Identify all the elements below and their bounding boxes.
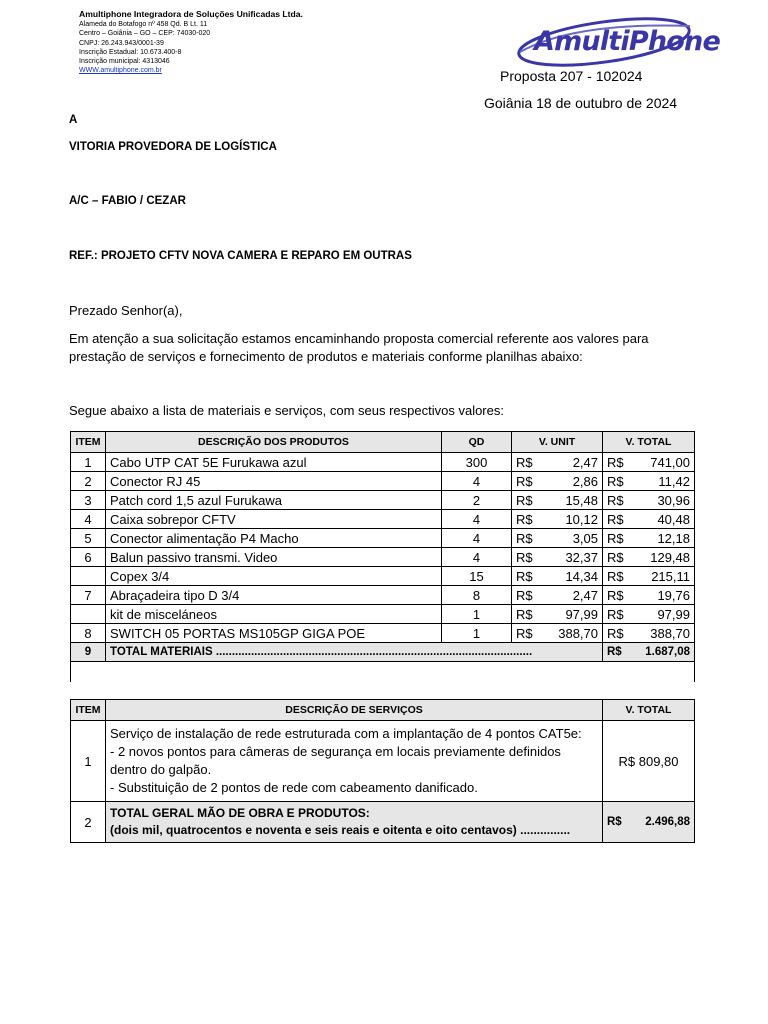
services-header-row bbox=[71, 700, 695, 721]
line-total bbox=[603, 453, 695, 472]
item-number: 8 bbox=[71, 624, 106, 643]
unit-price bbox=[512, 567, 603, 586]
grand-total-description bbox=[106, 802, 603, 843]
currency-symbol: R$ bbox=[516, 606, 533, 622]
product-row bbox=[71, 586, 695, 605]
item-number: 9 bbox=[71, 643, 106, 662]
amount: 97,99 bbox=[657, 606, 690, 622]
column-header: DESCRIÇÃO DOS PRODUTOS bbox=[106, 432, 442, 453]
item-number: 4 bbox=[71, 510, 106, 529]
item-number: 7 bbox=[71, 586, 106, 605]
greeting: Prezado Senhor(a), bbox=[69, 303, 183, 318]
company-state-registration: Inscrição Estadual: 10.673.400-8 bbox=[79, 48, 182, 56]
currency-symbol: R$ bbox=[516, 549, 533, 565]
currency-symbol: R$ bbox=[607, 473, 624, 489]
quantity: 4 bbox=[442, 472, 512, 491]
currency-symbol: R$ bbox=[516, 454, 533, 470]
currency-symbol: R$ bbox=[516, 492, 533, 508]
line-total bbox=[603, 586, 695, 605]
product-description: kit de misceláneos bbox=[106, 605, 442, 624]
amount: 97,99 bbox=[565, 606, 598, 622]
column-header: DESCRIÇÃO DE SERVIÇOS bbox=[106, 700, 603, 721]
item-number bbox=[71, 567, 106, 586]
company-name: Amultiphone Integradora de Soluções Unificadas Ltda. bbox=[79, 9, 303, 19]
currency-symbol: R$ bbox=[607, 511, 624, 527]
product-description: Patch cord 1,5 azul Furukawa bbox=[106, 491, 442, 510]
product-description: SWITCH 05 PORTAS MS105GP GIGA POE bbox=[106, 624, 442, 643]
column-header: V. TOTAL bbox=[603, 700, 695, 721]
currency-symbol: R$ bbox=[516, 530, 533, 546]
amount: 14,34 bbox=[565, 568, 598, 584]
list-intro: Segue abaixo a lista de materiais e serviços, com seus respectivos valores: bbox=[69, 403, 504, 418]
currency-symbol: R$ bbox=[607, 606, 624, 622]
product-description: Conector alimentação P4 Macho bbox=[106, 529, 442, 548]
product-row bbox=[71, 472, 695, 491]
line-total bbox=[603, 548, 695, 567]
line-total bbox=[603, 529, 695, 548]
amultiphone-logo bbox=[514, 14, 720, 68]
quantity: 4 bbox=[442, 510, 512, 529]
product-row bbox=[71, 491, 695, 510]
product-description: Abraçadeira tipo D 3/4 bbox=[106, 586, 442, 605]
service-row bbox=[71, 721, 695, 802]
amount: 3,05 bbox=[572, 530, 598, 546]
column-header: QD bbox=[442, 432, 512, 453]
currency-symbol: R$ bbox=[516, 568, 533, 584]
attention-line: A/C – FABIO / CEZAR bbox=[69, 195, 186, 207]
intro-paragraph: Em atenção a sua solicitação estamos encaminhando proposta comercial referente aos valores para prestação de serviços e fornecimento de produtos e materiais conforme planilhas abaixo: bbox=[69, 331, 649, 364]
place-and-date: Goiânia 18 de outubro de 2024 bbox=[484, 95, 678, 111]
currency-symbol: R$ bbox=[516, 473, 533, 489]
quantity: 1 bbox=[442, 624, 512, 643]
amount: 15,48 bbox=[565, 492, 598, 508]
quantity: 1 bbox=[442, 605, 512, 624]
quantity: 300 bbox=[442, 453, 512, 472]
service-description bbox=[106, 721, 603, 802]
total-materials-row bbox=[71, 643, 695, 662]
unit-price bbox=[512, 624, 603, 643]
service-line: Serviço de instalação de rede estruturada com a implantação de 4 pontos CAT5e: bbox=[110, 726, 582, 741]
amount: 129,48 bbox=[650, 549, 690, 565]
currency-symbol: R$ bbox=[607, 549, 624, 565]
total-materials-value bbox=[603, 643, 695, 662]
company-info bbox=[79, 9, 303, 76]
item-number: 6 bbox=[71, 548, 106, 567]
service-line: - Substituição de 2 pontos de rede com cabeamento danificado. bbox=[110, 780, 478, 795]
column-header: ITEM bbox=[71, 432, 106, 453]
grand-total-row bbox=[71, 802, 695, 843]
amount: 10,12 bbox=[565, 511, 598, 527]
item-number: 2 bbox=[71, 802, 106, 843]
product-row bbox=[71, 624, 695, 643]
grand-total-in-words: (dois mil, quatrocentos e noventa e seis reais e oitenta e oito centavos) ............... bbox=[110, 823, 571, 837]
products-header-row bbox=[71, 432, 695, 453]
column-header: V. UNIT bbox=[512, 432, 603, 453]
line-total bbox=[603, 605, 695, 624]
currency-symbol: R$ bbox=[516, 511, 533, 527]
amount: 388,70 bbox=[558, 625, 598, 641]
company-address-line: Centro – Goiânia – GO – CEP: 74030-020 bbox=[79, 30, 211, 38]
quantity: 15 bbox=[442, 567, 512, 586]
amount: 388,70 bbox=[650, 625, 690, 641]
item-number bbox=[71, 605, 106, 624]
item-number: 5 bbox=[71, 529, 106, 548]
amount: 40,48 bbox=[657, 511, 690, 527]
product-row bbox=[71, 453, 695, 472]
amount: 1.687,08 bbox=[645, 646, 690, 658]
unit-price bbox=[512, 491, 603, 510]
amount: 2.496,88 bbox=[645, 816, 690, 828]
amount: 215,11 bbox=[651, 568, 690, 584]
quantity: 8 bbox=[442, 586, 512, 605]
company-website-link[interactable]: WWW.amultiphone.com.br bbox=[79, 67, 162, 75]
logo-wordmark: AmultiPhone bbox=[534, 26, 720, 57]
product-description: Cabo UTP CAT 5E Furukawa azul bbox=[106, 453, 442, 472]
unit-price bbox=[512, 529, 603, 548]
grand-total-value bbox=[603, 802, 695, 843]
item-number: 1 bbox=[71, 453, 106, 472]
service-line: - 2 novos pontos para câmeras de segurança em locais previamente definidos dentro do galpão. bbox=[110, 744, 561, 777]
product-row bbox=[71, 529, 695, 548]
currency-symbol: R$ bbox=[516, 625, 533, 641]
quantity: 4 bbox=[442, 529, 512, 548]
currency-symbol: R$ bbox=[516, 587, 533, 603]
currency-symbol: R$ bbox=[607, 625, 624, 641]
products-table bbox=[70, 431, 695, 682]
amount: 32,37 bbox=[565, 549, 598, 565]
product-row bbox=[71, 548, 695, 567]
amount: 12,18 bbox=[657, 530, 690, 546]
line-total bbox=[603, 567, 695, 586]
unit-price bbox=[512, 472, 603, 491]
spacer-row bbox=[71, 662, 695, 683]
amount: 11,42 bbox=[658, 473, 690, 489]
product-row bbox=[71, 510, 695, 529]
company-address-line: Alameda do Botafogo nº 458 Qd. B Lt. 11 bbox=[79, 21, 208, 28]
service-total: R$ 809,80 bbox=[603, 721, 695, 802]
product-row bbox=[71, 605, 695, 624]
product-row bbox=[71, 567, 695, 586]
line-total bbox=[603, 624, 695, 643]
currency-symbol: R$ bbox=[607, 530, 624, 546]
reference-line: REF.: PROJETO CFTV NOVA CAMERA E REPARO EM OUTRAS bbox=[69, 250, 412, 262]
quantity: 4 bbox=[442, 548, 512, 567]
unit-price bbox=[512, 453, 603, 472]
amount: 2,86 bbox=[572, 473, 598, 489]
currency-symbol: R$ bbox=[607, 646, 622, 658]
currency-symbol: R$ bbox=[607, 568, 624, 584]
unit-price bbox=[512, 510, 603, 529]
product-description: Balun passivo transmi. Video bbox=[106, 548, 442, 567]
company-cnpj: CNPJ: 26.243.943/0001-39 bbox=[79, 39, 164, 47]
line-total bbox=[603, 491, 695, 510]
total-materials-label: TOTAL MATERIAIS ................................................................................................... bbox=[106, 643, 603, 662]
services-table bbox=[70, 699, 695, 843]
amount: 741,00 bbox=[650, 454, 690, 470]
item-number: 1 bbox=[71, 721, 106, 802]
column-header: V. TOTAL bbox=[603, 432, 695, 453]
amount: 19,76 bbox=[657, 587, 690, 603]
to-label: A bbox=[69, 114, 78, 126]
column-header: ITEM bbox=[71, 700, 106, 721]
unit-price bbox=[512, 548, 603, 567]
product-description: Caixa sobrepor CFTV bbox=[106, 510, 442, 529]
currency-symbol: R$ bbox=[607, 816, 622, 828]
currency-symbol: R$ bbox=[607, 587, 624, 603]
product-description: Copex 3/4 bbox=[106, 567, 442, 586]
currency-symbol: R$ bbox=[607, 492, 624, 508]
grand-total-title: TOTAL GERAL MÃO DE OBRA E PRODUTOS: bbox=[110, 806, 370, 820]
unit-price bbox=[512, 586, 603, 605]
line-total bbox=[603, 472, 695, 491]
amount: 2,47 bbox=[572, 587, 598, 603]
line-total bbox=[603, 510, 695, 529]
recipient-name: VITORIA PROVEDORA DE LOGÍSTICA bbox=[69, 141, 277, 153]
proposal-number: Proposta 207 - 102024 bbox=[500, 68, 643, 84]
amount: 2,47 bbox=[572, 454, 598, 470]
company-municipal-registration: Inscrição municipal: 4313046 bbox=[79, 58, 170, 66]
product-description: Conector RJ 45 bbox=[106, 472, 442, 491]
quantity: 2 bbox=[442, 491, 512, 510]
item-number: 3 bbox=[71, 491, 106, 510]
item-number: 2 bbox=[71, 472, 106, 491]
currency-symbol: R$ bbox=[607, 454, 624, 470]
amount: 30,96 bbox=[657, 492, 690, 508]
unit-price bbox=[512, 605, 603, 624]
